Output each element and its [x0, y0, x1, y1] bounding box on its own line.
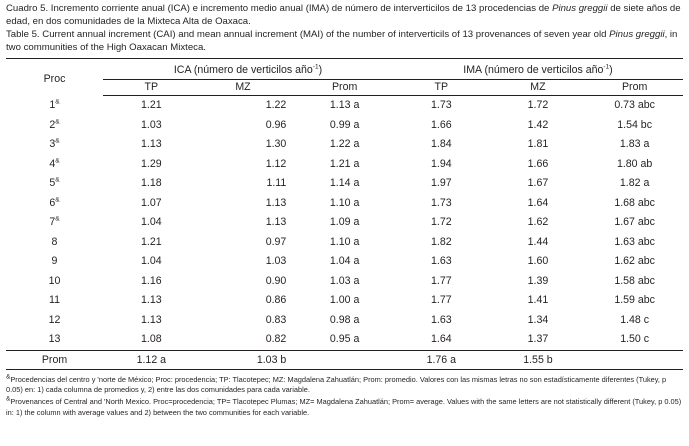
table-row	[6, 311, 683, 331]
cell-ima-prom: 1.48 c	[620, 313, 650, 326]
cell-proc: 1&	[49, 98, 60, 112]
cell-ica-tp: 1.13	[141, 294, 162, 307]
cell-ima-tp: 1.84	[430, 138, 452, 151]
cell-ima-tp: 1.63	[430, 313, 452, 326]
header-ima-mz: MZ	[490, 80, 587, 96]
table-row	[6, 291, 683, 311]
cell-ica-tp: 1.04	[141, 255, 162, 268]
cell-ica-tp: 1.04	[141, 216, 162, 229]
cell-ica-tp: 1.21	[141, 235, 162, 248]
header-ica-mz: MZ	[200, 80, 297, 96]
summary-cell-ica-mz: 1.03 b	[200, 350, 297, 369]
cell-ima-prom: 0.73 abc	[614, 99, 655, 112]
summary-row	[6, 350, 683, 369]
cell-ica-tp: 1.16	[141, 274, 162, 287]
cell-ima-prom: 1.83 a	[619, 138, 650, 151]
cell-ima-tp: 1.73	[430, 196, 452, 209]
cell-ica-tp: 1.13	[141, 138, 162, 151]
cell-proc: 7&	[49, 215, 60, 229]
cell-ica-mz: 1.30	[265, 138, 287, 151]
summary-cell-empty	[586, 350, 683, 369]
table-row	[6, 116, 683, 136]
cell-proc: 3&	[49, 137, 60, 151]
cell-ica-prom: 1.14 a	[329, 177, 360, 190]
cell-ima-mz: 1.37	[527, 333, 549, 346]
cell-ima-tp: 1.66	[430, 118, 452, 131]
summary-cell-empty	[296, 350, 393, 369]
cell-ica-mz: 0.82	[265, 333, 287, 346]
cell-ica-prom: 1.00 a	[329, 294, 360, 307]
cell-ima-tp: 1.73	[430, 99, 452, 112]
cell-ima-mz: 1.67	[527, 177, 549, 190]
cell-ica-mz: 1.03	[265, 255, 287, 268]
cell-ima-prom: 1.80 ab	[616, 157, 653, 170]
table-caption	[6, 3, 683, 54]
footnote-english: &Provenances of Central and 'North Mexico. Proc=procedencia; TP= Tlacotepec Plumas; MZ= Magdalena Zahuatlán; Prom= average. Values with the same letters are not statistically different (Tukey, p 0.05) in: 1) the column with average values and 2) between the two communities for each variable.	[6, 395, 682, 417]
cell-ica-mz: 0.97	[265, 235, 287, 248]
cell-ima-mz: 1.34	[527, 313, 549, 326]
summary-cell-label: Prom	[6, 350, 103, 369]
cell-ima-prom: 1.82 a	[619, 177, 650, 190]
cell-ima-prom: 1.67 abc	[614, 216, 655, 229]
cell-ica-prom: 0.95 a	[329, 333, 360, 346]
cell-ima-prom: 1.63 abc	[614, 235, 655, 248]
cell-ica-mz: 1.12	[265, 157, 287, 170]
cell-ica-prom: 1.09 a	[329, 216, 360, 229]
cell-ima-tp: 1.82	[430, 235, 452, 248]
cell-ima-mz: 1.62	[527, 216, 549, 229]
cell-ica-mz: 0.86	[265, 294, 287, 307]
table-row	[6, 174, 683, 194]
header-row-sub	[6, 80, 683, 96]
cell-ima-mz: 1.44	[527, 235, 549, 248]
caption-english: Table 5. Current annual increment (CAI) and mean annual increment (MAI) of the number of interverticils of 13 provenances of seven year old Pinus greggii, in two communities of the High Oaxacan Mixteca.	[6, 29, 678, 53]
cell-ica-tp: 1.13	[141, 313, 162, 326]
cell-ima-mz: 1.42	[527, 118, 549, 131]
cell-proc: 2&	[49, 118, 60, 131]
cell-ima-mz: 1.81	[527, 138, 549, 151]
cell-ica-prom: 1.13 a	[329, 99, 360, 112]
header-ica: ICA (número de verticilos año$^{-1}$)	[103, 59, 393, 80]
cell-ima-prom: 1.68 abc	[614, 196, 655, 209]
cell-ima-prom: 1.62 abc	[614, 255, 655, 268]
summary-cell-ica-tp: 1.12 a	[103, 350, 200, 369]
cell-ica-mz: 1.11	[266, 177, 287, 190]
cell-ima-tp: 1.77	[430, 294, 452, 307]
caption-spanish: Cuadro 5. Incremento corriente anual (ICA) e incremento medio anual (IMA) de número de interverticilos de 13 procedencias de Pinus greggii de siete años de edad, en dos comunidades de la Mixteca Alta de Oaxaca.	[6, 3, 681, 27]
table-row	[6, 194, 683, 214]
header-row-groups	[6, 59, 683, 80]
cell-ica-mz: 1.22	[265, 99, 287, 112]
table-row	[6, 252, 683, 272]
cell-ima-mz: 1.64	[527, 196, 549, 209]
cell-ica-prom: 1.10 a	[329, 196, 360, 209]
cell-ima-prom: 1.54 bc	[617, 118, 653, 131]
cell-ica-mz: 0.83	[265, 313, 287, 326]
cell-ica-prom: 1.10 a	[329, 235, 360, 248]
cell-ica-tp: 1.03	[141, 118, 162, 131]
cell-ima-tp: 1.63	[430, 255, 452, 268]
cell-ima-mz: 1.72	[527, 99, 549, 112]
cell-ica-prom: 0.99 a	[329, 118, 360, 131]
cell-ima-prom: 1.59 abc	[614, 294, 655, 307]
cell-ica-prom: 1.04 a	[329, 255, 360, 268]
cell-ica-mz: 1.13	[265, 196, 287, 209]
header-ima-tp: TP	[393, 80, 490, 96]
cell-ima-tp: 1.97	[430, 177, 452, 190]
cell-proc: 13	[48, 333, 61, 346]
table-row	[6, 213, 683, 233]
summary-cell-ima-mz: 1.55 b	[490, 350, 587, 369]
cell-ica-prom: 1.03 a	[329, 274, 360, 287]
cell-proc: 4&	[49, 157, 60, 170]
cell-ima-prom: 1.58 abc	[614, 274, 655, 287]
table-row	[6, 233, 683, 253]
cell-ima-mz: 1.41	[527, 294, 549, 307]
cell-proc: 9	[51, 255, 58, 268]
cell-proc: 12	[48, 313, 61, 326]
cell-ima-prom: 1.50 c	[620, 333, 650, 346]
table-footnotes	[6, 375, 683, 418]
cell-ica-tp: 1.18	[141, 177, 162, 190]
summary-cell-ima-tp: 1.76 a	[393, 350, 490, 369]
header-ima-prom: Prom	[586, 80, 683, 96]
cell-ima-tp: 1.64	[430, 333, 452, 346]
cell-ica-mz: 0.96	[265, 118, 287, 131]
cell-ica-mz: 0.90	[265, 274, 287, 287]
table-row	[6, 155, 683, 175]
table-row	[6, 330, 683, 350]
cell-ica-mz: 1.13	[265, 216, 287, 229]
cell-ima-mz: 1.60	[527, 255, 549, 268]
cell-proc: 10	[48, 274, 61, 287]
table-row	[6, 96, 683, 116]
header-ica-prom: Prom	[296, 80, 393, 96]
cell-ima-mz: 1.66	[527, 157, 549, 170]
cell-ica-prom: 1.21 a	[329, 157, 360, 170]
header-ima: IMA (número de verticilos año$^{-1}$)	[393, 59, 683, 80]
cell-proc: 6&	[49, 196, 60, 209]
data-table	[6, 59, 683, 370]
cell-proc: 5&	[49, 176, 60, 190]
footnote-spanish: &Procedencias del centro y 'norte de México; Proc: procedencia; TP: Tlacotepec; MZ: Magdalena Zahuatlán; Prom: promedio. Valores con las mismas letras no son estadísticamente diferentes (Tukey, p 0.05) en: 1) cada columna de promedios y, 2) entre las dos comunidades para cada variable.	[6, 373, 667, 395]
cell-ica-tp: 1.29	[141, 157, 162, 170]
cell-ima-mz: 1.39	[527, 274, 549, 287]
cell-ica-prom: 1.22 a	[329, 138, 360, 151]
cell-proc: 11	[49, 294, 60, 307]
cell-ica-tp: 1.21	[141, 99, 162, 112]
cell-ica-tp: 1.08	[141, 333, 162, 346]
cell-proc: 8	[51, 235, 58, 248]
cell-ica-tp: 1.07	[141, 196, 162, 209]
cell-ima-tp: 1.77	[430, 274, 452, 287]
table-row	[6, 272, 683, 292]
cell-ica-prom: 0.98 a	[329, 313, 360, 326]
cell-ima-tp: 1.94	[430, 157, 452, 170]
header-proc: Proc	[43, 72, 66, 85]
cell-ima-tp: 1.72	[430, 216, 452, 229]
header-ica-tp: TP	[103, 80, 200, 96]
table-row	[6, 135, 683, 155]
